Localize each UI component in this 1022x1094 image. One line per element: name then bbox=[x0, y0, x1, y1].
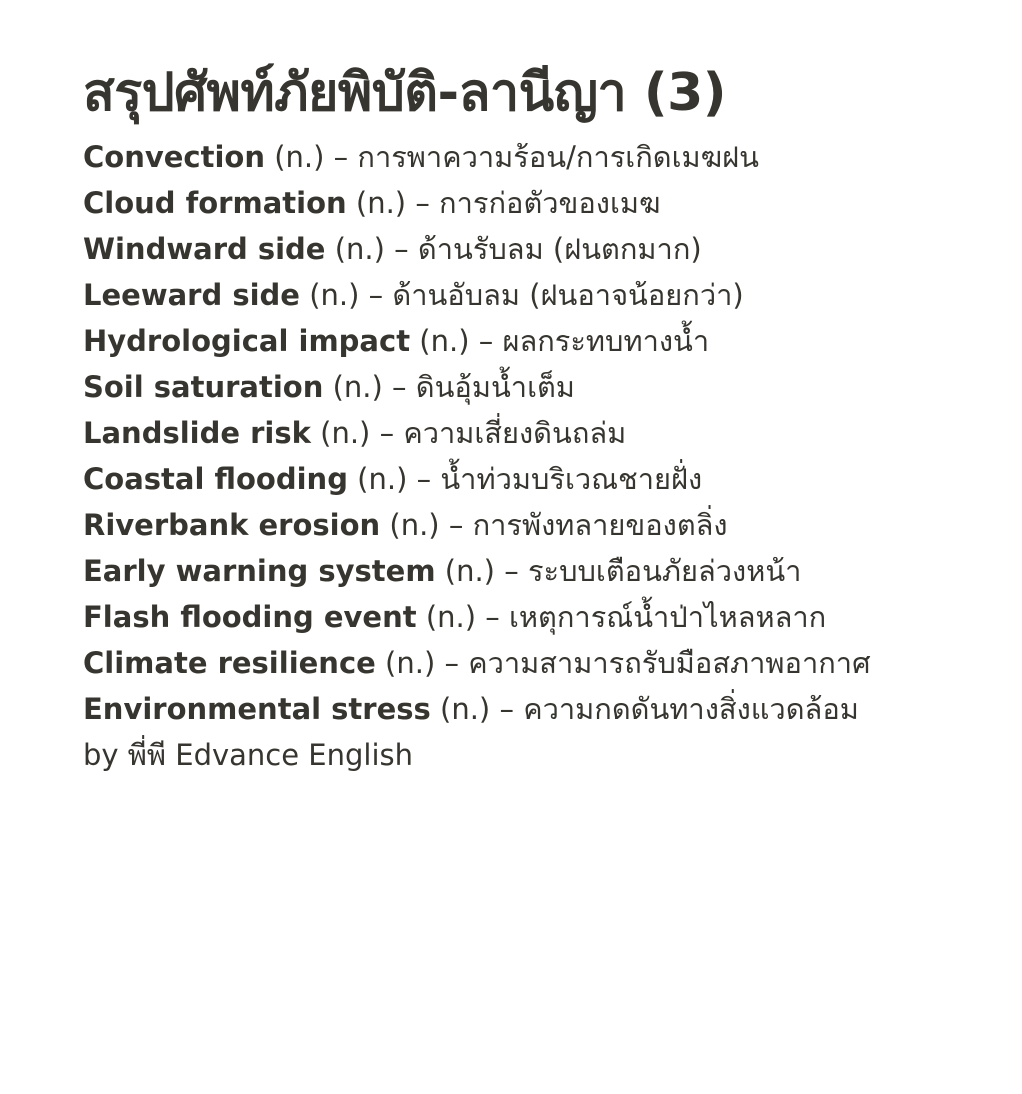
entry-dash: – bbox=[478, 324, 494, 358]
vocab-meaning: ระบบเตือนภัยล่วงหน้า bbox=[527, 554, 802, 588]
vocab-meaning: ดินอุ้มน้ำเต็ม bbox=[415, 370, 575, 404]
vocab-term: Landslide risk bbox=[83, 416, 311, 450]
vocab-list bbox=[83, 125, 983, 741]
vocab-meaning: การก่อตัวของเมฆ bbox=[439, 186, 661, 220]
entry-dash: – bbox=[416, 462, 432, 496]
vocab-term: Early warning system bbox=[83, 554, 436, 588]
vocab-term: Riverbank erosion bbox=[83, 508, 381, 542]
vocab-term: Hydrological impact bbox=[83, 324, 411, 358]
entry-dash: – bbox=[392, 370, 407, 404]
vocab-meaning: น้ำท่วมบริเวณชายฝั่ง bbox=[440, 462, 703, 496]
part-of-speech: (n.) bbox=[385, 646, 436, 680]
part-of-speech: (n.) bbox=[332, 370, 383, 404]
entry-dash: – bbox=[499, 692, 514, 726]
part-of-speech: (n.) bbox=[357, 462, 408, 496]
vocab-term: Soil saturation bbox=[83, 370, 324, 404]
vocab-meaning: การพาความร้อน/การเกิดเมฆฝน bbox=[357, 140, 759, 174]
entry-dash: – bbox=[333, 140, 349, 174]
vocab-meaning: การพังทลายของตลิ่ง bbox=[472, 508, 728, 542]
vocab-term: Climate resilience bbox=[83, 646, 376, 680]
vocab-meaning: ความสามารถรับมือสภาพอากาศ bbox=[468, 646, 871, 680]
part-of-speech: (n.) bbox=[389, 508, 440, 542]
part-of-speech: (n.) bbox=[309, 278, 360, 312]
entry-dash: – bbox=[415, 186, 430, 220]
entry-dash: – bbox=[448, 508, 464, 542]
vocab-meaning: ผลกระทบทางน้ำ bbox=[502, 324, 710, 358]
part-of-speech: (n.) bbox=[274, 140, 325, 174]
entry-dash: – bbox=[368, 278, 384, 312]
vocab-meaning: เหตุการณ์น้ำป่าไหลหลาก bbox=[509, 600, 827, 634]
entry-dash: – bbox=[504, 554, 519, 588]
part-of-speech: (n.) bbox=[334, 232, 385, 266]
vocab-term: Environmental stress bbox=[83, 692, 431, 726]
vocab-term: Convection bbox=[83, 140, 265, 174]
part-of-speech: (n.) bbox=[425, 600, 477, 634]
vocab-meaning: ความกดดันทางสิ่งแวดล้อม bbox=[523, 692, 859, 726]
entry-dash: – bbox=[444, 646, 459, 680]
part-of-speech: (n.) bbox=[444, 554, 495, 588]
part-of-speech: (n.) bbox=[440, 692, 491, 726]
entry-dash: – bbox=[379, 416, 395, 450]
vocab-term: Coastal flooding bbox=[83, 462, 348, 496]
document-page bbox=[83, 58, 983, 787]
author-byline: by พี่พี Edvance English bbox=[83, 738, 414, 772]
part-of-speech: (n.) bbox=[419, 324, 470, 358]
entry-dash: – bbox=[394, 232, 409, 266]
vocab-meaning: ความเสี่ยงดินถล่ม bbox=[403, 416, 627, 450]
vocab-term: Flash flooding event bbox=[83, 600, 417, 634]
part-of-speech: (n.) bbox=[355, 186, 407, 220]
entry-dash: – bbox=[485, 600, 500, 634]
page-title: สรุปศัพท์ภัยพิบัติ-ลานีญา (3) bbox=[83, 63, 727, 123]
vocab-meaning: ด้านอับลม (ฝนอาจน้อยกว่า) bbox=[392, 278, 744, 312]
part-of-speech: (n.) bbox=[320, 416, 371, 450]
vocab-term: Windward side bbox=[83, 232, 326, 266]
vocab-term: Leeward side bbox=[83, 278, 300, 312]
vocab-meaning: ด้านรับลม (ฝนตกมาก) bbox=[417, 232, 702, 266]
vocab-term: Cloud formation bbox=[83, 186, 347, 220]
